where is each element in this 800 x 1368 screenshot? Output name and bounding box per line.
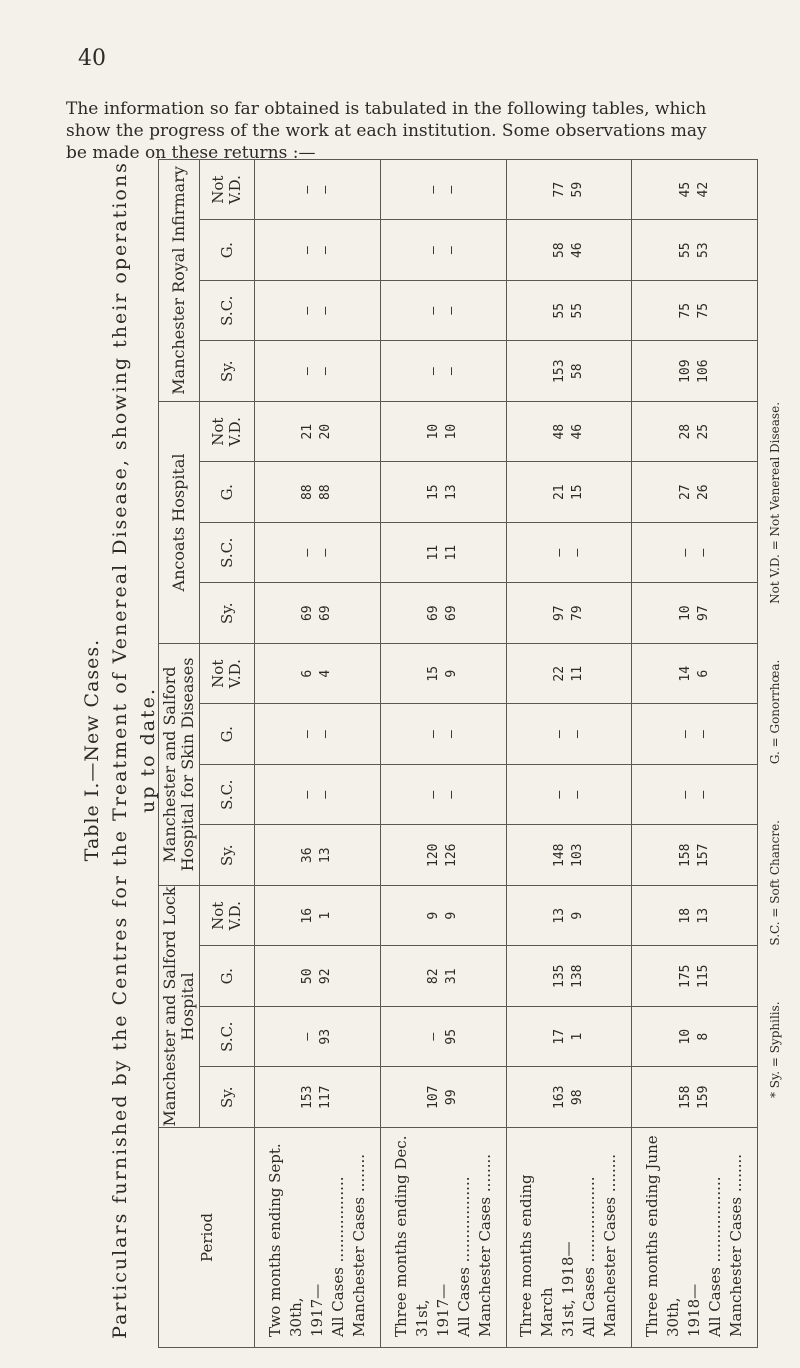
value-cell: [255, 946, 381, 1007]
column-header-not-vd: Not V.D.: [200, 401, 255, 462]
all-cases-value: 15: [426, 484, 442, 501]
column-header-sy: Sy.: [200, 341, 255, 402]
value-cell: [632, 280, 758, 341]
value-cell: [380, 401, 506, 462]
value-cell: [255, 583, 381, 644]
all-cases-value: 15: [426, 665, 442, 682]
manchester-cases-value: 58: [569, 363, 585, 380]
value-cell: [506, 704, 632, 765]
value-cell: [506, 462, 632, 523]
value-cell: [380, 462, 506, 523]
value-cell: [380, 1067, 506, 1128]
value-cell: [506, 522, 632, 583]
all-cases-value: —: [677, 790, 693, 799]
all-cases-value: 16: [300, 907, 316, 924]
all-cases-value: 109: [677, 359, 693, 383]
all-cases-value: —: [551, 790, 567, 799]
value-cell: [632, 159, 758, 220]
period-line: Manchester Cases ........: [601, 1153, 620, 1337]
all-cases-value: —: [677, 548, 693, 557]
all-cases-value: —: [300, 790, 316, 799]
column-header-sc: S.C.: [200, 765, 255, 826]
all-cases-value: —: [426, 185, 442, 194]
value-cell: [632, 341, 758, 402]
manchester-cases-value: 98: [569, 1089, 585, 1106]
value-cell: [380, 765, 506, 826]
all-cases-value: 135: [551, 964, 567, 988]
manchester-cases-value: 157: [695, 843, 711, 867]
all-cases-value: —: [300, 1032, 316, 1041]
all-cases-value: 175: [677, 964, 693, 988]
institution-header: Manchester Royal Infirmary: [159, 159, 200, 401]
manchester-cases-value: 117: [318, 1085, 334, 1109]
all-cases-value: 13: [551, 907, 567, 924]
footnote-sc: S.C. = Soft Chancre.: [768, 820, 782, 946]
period-line: Manchester Cases ........: [727, 1153, 746, 1337]
manchester-cases-value: 53: [695, 242, 711, 259]
value-cell: [255, 522, 381, 583]
table-row: [632, 159, 758, 1347]
manchester-cases-value: —: [318, 246, 334, 255]
value-cell: [506, 1007, 632, 1068]
table-row: [255, 159, 381, 1347]
manchester-cases-value: 26: [695, 484, 711, 501]
manchester-cases-value: —: [695, 790, 711, 799]
manchester-cases-value: 13: [444, 484, 460, 501]
all-cases-value: 27: [677, 484, 693, 501]
value-cell: [255, 886, 381, 947]
period-line: Three months ending Dec. 31st,: [391, 1135, 431, 1337]
manchester-cases-value: —: [444, 185, 460, 194]
value-cell: [380, 946, 506, 1007]
all-cases-value: —: [426, 790, 442, 799]
all-cases-value: 14: [677, 665, 693, 682]
value-cell: [506, 765, 632, 826]
value-cell: [506, 825, 632, 886]
all-cases-value: 75: [677, 302, 693, 319]
manchester-cases-value: 15: [569, 484, 585, 501]
column-header-sy: Sy.: [200, 1067, 255, 1128]
period-line: Three months ending June 30th,: [643, 1135, 683, 1337]
manchester-cases-value: —: [695, 730, 711, 739]
column-header-g: G.: [200, 946, 255, 1007]
all-cases-value: 18: [677, 907, 693, 924]
manchester-cases-value: —: [444, 306, 460, 315]
all-cases-value: 69: [426, 605, 442, 622]
intro-line: The information so far obtained is tabulated in the following tables, which: [66, 99, 707, 119]
value-cell: [255, 220, 381, 281]
value-cell: [506, 220, 632, 281]
all-cases-value: —: [551, 548, 567, 557]
all-cases-value: 69: [300, 605, 316, 622]
all-cases-value: —: [300, 246, 316, 255]
column-header-g: G.: [200, 220, 255, 281]
period-line: Manchester Cases ........: [349, 1153, 368, 1337]
value-cell: [506, 886, 632, 947]
all-cases-value: 28: [677, 423, 693, 440]
manchester-cases-value: —: [569, 790, 585, 799]
manchester-cases-value: 13: [318, 847, 334, 864]
value-cell: [255, 643, 381, 704]
period-cell: [380, 1128, 506, 1348]
manchester-cases-value: 6: [695, 669, 711, 678]
value-cell: [380, 280, 506, 341]
column-header-g: G.: [200, 704, 255, 765]
value-cell: [632, 583, 758, 644]
all-cases-value: 163: [551, 1085, 567, 1109]
column-header-not-vd: Not V.D.: [200, 643, 255, 704]
manchester-cases-value: 92: [318, 968, 334, 985]
manchester-cases-value: 46: [569, 423, 585, 440]
period-line: Three months ending March: [517, 1174, 557, 1337]
all-cases-value: 10: [677, 1028, 693, 1045]
all-cases-value: 158: [677, 1085, 693, 1109]
value-cell: [632, 886, 758, 947]
period-line: All Cases ..................: [580, 1176, 599, 1337]
manchester-cases-value: 1: [569, 1032, 585, 1041]
value-cell: [506, 159, 632, 220]
value-cell: [632, 825, 758, 886]
value-cell: [506, 341, 632, 402]
footnote-not-vd: Not V.D. = Not Venereal Disease.: [768, 401, 782, 604]
manchester-cases-value: 99: [444, 1089, 460, 1106]
value-cell: [380, 886, 506, 947]
value-cell: [255, 825, 381, 886]
manchester-cases-value: 11: [569, 665, 585, 682]
all-cases-value: —: [426, 730, 442, 739]
manchester-cases-value: 9: [569, 911, 585, 920]
manchester-cases-value: 159: [695, 1085, 711, 1109]
all-cases-value: —: [300, 730, 316, 739]
manchester-cases-value: 9: [444, 911, 460, 920]
all-cases-value: —: [300, 185, 316, 194]
all-cases-value: 55: [551, 302, 567, 319]
all-cases-value: 153: [551, 359, 567, 383]
all-cases-value: 55: [677, 242, 693, 259]
column-header-sy: Sy.: [200, 583, 255, 644]
footnote: [760, 160, 790, 1340]
all-cases-value: 6: [300, 669, 316, 678]
period-line: Two months ending Sept. 30th,: [265, 1143, 305, 1337]
value-cell: [380, 583, 506, 644]
all-cases-value: 97: [551, 605, 567, 622]
all-cases-value: —: [426, 367, 442, 376]
manchester-cases-value: 9: [444, 669, 460, 678]
value-cell: [632, 401, 758, 462]
intro-paragraph: [66, 98, 766, 164]
manchester-cases-value: 115: [695, 964, 711, 988]
column-header-sc: S.C.: [200, 1007, 255, 1068]
manchester-cases-value: —: [318, 730, 334, 739]
table-subtitle: Particulars furnished by the Centres for the Treatment of Venereal Disease, showing their operations: [109, 161, 131, 1339]
column-header-sc: S.C.: [200, 280, 255, 341]
all-cases-value: 10: [677, 605, 693, 622]
manchester-cases-value: 11: [444, 544, 460, 561]
column-header-sc: S.C.: [200, 522, 255, 583]
period-line: 1917—: [307, 1283, 326, 1337]
period-cell: [506, 1128, 632, 1348]
period-line: 1917—: [433, 1283, 452, 1337]
manchester-cases-value: —: [444, 790, 460, 799]
manchester-cases-value: —: [318, 548, 334, 557]
value-cell: [506, 280, 632, 341]
manchester-cases-value: 88: [318, 484, 334, 501]
value-cell: [380, 522, 506, 583]
manchester-cases-value: 103: [569, 843, 585, 867]
value-cell: [380, 220, 506, 281]
new-cases-table: [158, 159, 758, 1348]
manchester-cases-value: 13: [695, 907, 711, 924]
value-cell: [255, 765, 381, 826]
manchester-cases-value: 20: [318, 423, 334, 440]
period-header: Period: [159, 1128, 255, 1348]
period-line: 1918—: [685, 1283, 704, 1337]
manchester-cases-value: 75: [695, 302, 711, 319]
manchester-cases-value: —: [318, 185, 334, 194]
all-cases-value: 9: [426, 911, 442, 920]
all-cases-value: —: [426, 246, 442, 255]
table-title: Table I.—New Cases.: [81, 638, 103, 862]
value-cell: [380, 825, 506, 886]
value-cell: [632, 1067, 758, 1128]
manchester-cases-value: —: [569, 548, 585, 557]
all-cases-value: —: [677, 730, 693, 739]
manchester-cases-value: 25: [695, 423, 711, 440]
all-cases-value: —: [300, 367, 316, 376]
manchester-cases-value: —: [318, 306, 334, 315]
all-cases-value: 21: [551, 484, 567, 501]
all-cases-value: 45: [677, 181, 693, 198]
table-subtitle-end: up to date.: [137, 687, 159, 813]
value-cell: [632, 462, 758, 523]
value-cell: [632, 765, 758, 826]
all-cases-value: 50: [300, 968, 316, 985]
all-cases-value: 36: [300, 847, 316, 864]
all-cases-value: 88: [300, 484, 316, 501]
value-cell: [380, 341, 506, 402]
value-cell: [506, 401, 632, 462]
all-cases-value: —: [551, 730, 567, 739]
all-cases-value: 58: [551, 242, 567, 259]
manchester-cases-value: 55: [569, 302, 585, 319]
manchester-cases-value: —: [318, 790, 334, 799]
manchester-cases-value: —: [318, 367, 334, 376]
all-cases-value: 22: [551, 665, 567, 682]
manchester-cases-value: 59: [569, 181, 585, 198]
all-cases-value: 82: [426, 968, 442, 985]
value-cell: [255, 1007, 381, 1068]
manchester-cases-value: —: [444, 367, 460, 376]
period-line: All Cases ..................: [328, 1176, 347, 1337]
all-cases-value: 148: [551, 843, 567, 867]
manchester-cases-value: 42: [695, 181, 711, 198]
manchester-cases-value: 126: [444, 843, 460, 867]
all-cases-value: —: [426, 1032, 442, 1041]
manchester-cases-value: 31: [444, 968, 460, 985]
all-cases-value: 10: [426, 423, 442, 440]
value-cell: [380, 159, 506, 220]
column-header-g: G.: [200, 462, 255, 523]
all-cases-value: 21: [300, 423, 316, 440]
value-cell: [506, 946, 632, 1007]
manchester-cases-value: 95: [444, 1028, 460, 1045]
all-cases-value: —: [300, 548, 316, 557]
manchester-cases-value: 4: [318, 669, 334, 678]
period-cell: [255, 1128, 381, 1348]
value-cell: [632, 1007, 758, 1068]
value-cell: [506, 643, 632, 704]
value-cell: [506, 583, 632, 644]
column-header-not-vd: Not V.D.: [200, 159, 255, 220]
manchester-cases-value: 93: [318, 1028, 334, 1045]
all-cases-value: 11: [426, 544, 442, 561]
table-title-block: [81, 160, 159, 1340]
all-cases-value: 158: [677, 843, 693, 867]
manchester-cases-value: 10: [444, 423, 460, 440]
value-cell: [255, 704, 381, 765]
column-header-not-vd: Not V.D.: [200, 886, 255, 947]
value-cell: [632, 946, 758, 1007]
manchester-cases-value: 46: [569, 242, 585, 259]
institution-header: Manchester and Salford Hospital for Skin Diseases: [159, 643, 200, 885]
value-cell: [255, 1067, 381, 1128]
all-cases-value: 17: [551, 1028, 567, 1045]
value-cell: [255, 401, 381, 462]
manchester-cases-value: —: [569, 730, 585, 739]
manchester-cases-value: —: [695, 548, 711, 557]
value-cell: [255, 280, 381, 341]
period-line: Manchester Cases ........: [475, 1153, 494, 1337]
table-body: [255, 159, 758, 1347]
all-cases-value: 153: [300, 1085, 316, 1109]
intro-line: be made on these returns :—: [66, 143, 316, 163]
value-cell: [255, 462, 381, 523]
manchester-cases-value: 1: [318, 911, 334, 920]
footnote-g: G. = Gonorrhœa.: [768, 659, 782, 765]
value-cell: [632, 220, 758, 281]
value-cell: [632, 643, 758, 704]
page-number: 40: [78, 46, 106, 71]
manchester-cases-value: —: [444, 246, 460, 255]
value-cell: [380, 1007, 506, 1068]
all-cases-value: —: [300, 306, 316, 315]
all-cases-value: 120: [426, 843, 442, 867]
value-cell: [380, 643, 506, 704]
manchester-cases-value: —: [444, 730, 460, 739]
institution-header: Manchester and Salford Lock Hospital: [159, 886, 200, 1128]
manchester-cases-value: 8: [695, 1032, 711, 1041]
manchester-cases-value: 106: [695, 359, 711, 383]
table-region: [158, 160, 758, 1348]
all-cases-value: —: [426, 306, 442, 315]
value-cell: [380, 704, 506, 765]
manchester-cases-value: 97: [695, 605, 711, 622]
intro-line: show the progress of the work at each institution. Some observations may: [66, 121, 707, 141]
value-cell: [632, 704, 758, 765]
value-cell: [632, 522, 758, 583]
column-header-sy: Sy.: [200, 825, 255, 886]
table-row: [506, 159, 632, 1347]
manchester-cases-value: 79: [569, 605, 585, 622]
table-row: [380, 159, 506, 1347]
manchester-cases-value: 69: [444, 605, 460, 622]
value-cell: [255, 341, 381, 402]
period-line: All Cases ..................: [454, 1176, 473, 1337]
all-cases-value: 77: [551, 181, 567, 198]
institution-header: Ancoats Hospital: [159, 401, 200, 643]
period-line: All Cases ..................: [706, 1176, 725, 1337]
period-cell: [632, 1128, 758, 1348]
footnote-sy: * Sy. = Syphilis.: [768, 1001, 782, 1099]
value-cell: [506, 1067, 632, 1128]
value-cell: [255, 159, 381, 220]
all-cases-value: 48: [551, 423, 567, 440]
manchester-cases-value: 138: [569, 964, 585, 988]
all-cases-value: 107: [426, 1085, 442, 1109]
manchester-cases-value: 69: [318, 605, 334, 622]
period-line: 31st, 1918—: [559, 1241, 578, 1337]
